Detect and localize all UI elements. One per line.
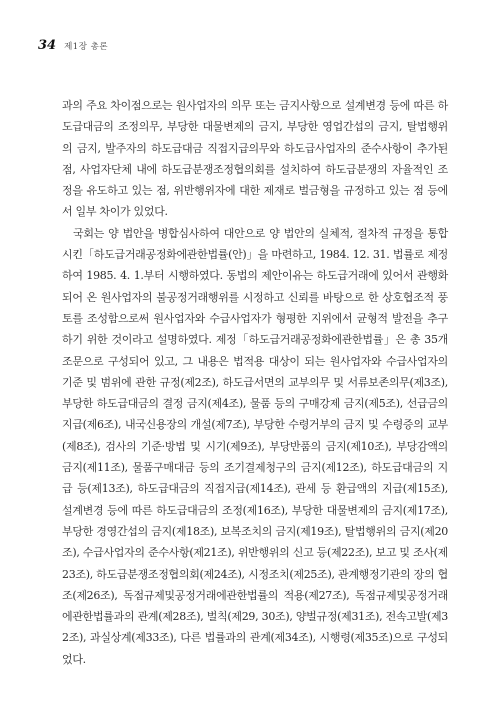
paragraph-2: 국회는 양 법안을 병합심사하여 대안으로 양 법안의 실체적, 절차적 규정을 통합시킨「하도급거래공정화에관한법률(안)」을 마련하고, 1984. 12. 31. 법률로 제정하여 1985. 4. 1.부터 시행하였다. 동법의 제안이유는 하도급거래에 있어서 관행화되어 온 원사업자의 불공정거래행위를 시정하고 신뢰를 바탕으로 한 상호협조적 풍토를 조성함으로써 원사업자와 수급사업자가 형평한 지위에서 균형적 발전을 추구하기 위한 것이라고 설명하였다. 제정「하도급거래공정화에관한법률」은 총 35개 조문으로 구성되어 있고, 그 내용은 법적용 대상이 되는 원사업자와 수급사업자의 기준 및 범위에 관한 규정(제2조), 하도급서면의 교부의무 및 서류보존의무(제3조), 부당한 하도급대금의 결정 금지(제4조), 물품 등의 구매강제 금지(제5조), 선급금의 지급(제6조), 내국신용장의 개설(제7조), 부당한 수령거부의 금지 및 수령증의 교부(제8조), 검사의 기준·방법 및 시기(제9조), 부당반품의 금지(제10조), 부당감액의 금지(제11조), 물품구매대금 등의 조기결제청구의 금지(제12조), 하도급대금의 지급 등(제13조), 하도급대금의 직접지급(제14조), 관세 등 환급액의 지급(제15조), 설계변경 등에 따른 하도급대금의 조정(제16조), 부당한 대물변제의 금지(제17조), 부당한 경영간섭의 금지(제18조), 보복조치의 금지(제19조), 탈법행위의 금지(제20조), 수급사업자의 준수사항(제21조), 위반행위의 신고 등(제22조), 보고 및 조사(제23조), 하도급분쟁조정협의회(제24조), 시정조치(제25조), 관계행정기관의 장의 협조(제26조), 독점규제및공정거래에관한법률의 적용(제27조), 독점규제및공정거래에관한법률과의 관계(제28조), 벌칙(제29, 30조), 양벌규정(제31조), 전속고발(제32조), 과실상계(제33조), 다른 법률과의 관계(제34조), 시행령(제35조)으로 구성되었다. [62,226,448,666]
page-number: 34 [38,38,57,53]
running-header [38,38,108,53]
body-text [62,95,448,670]
chapter-title: 제1장 총론 [64,42,109,52]
paragraph-1: 과의 주요 차이점으로는 원사업자의 의무 또는 금지사항으로 설계변경 등에 따른 하도급대금의 조정의무, 부당한 대물변제의 금지, 부당한 영업간섭의 금지, 탈법행위의 금지, 발주자의 하도급대금 직접지급의무와 하도급사업자의 준수사항이 추가된 점, 사업자단체 내에 하도급분쟁조정협의회를 설치하여 하도급분쟁의 자율적인 조정을 유도하고 있는 점, 위반행위자에 대한 제재로 벌금형을 규정하고 있는 점 등에서 일부 차이가 있었다. [62,99,448,219]
